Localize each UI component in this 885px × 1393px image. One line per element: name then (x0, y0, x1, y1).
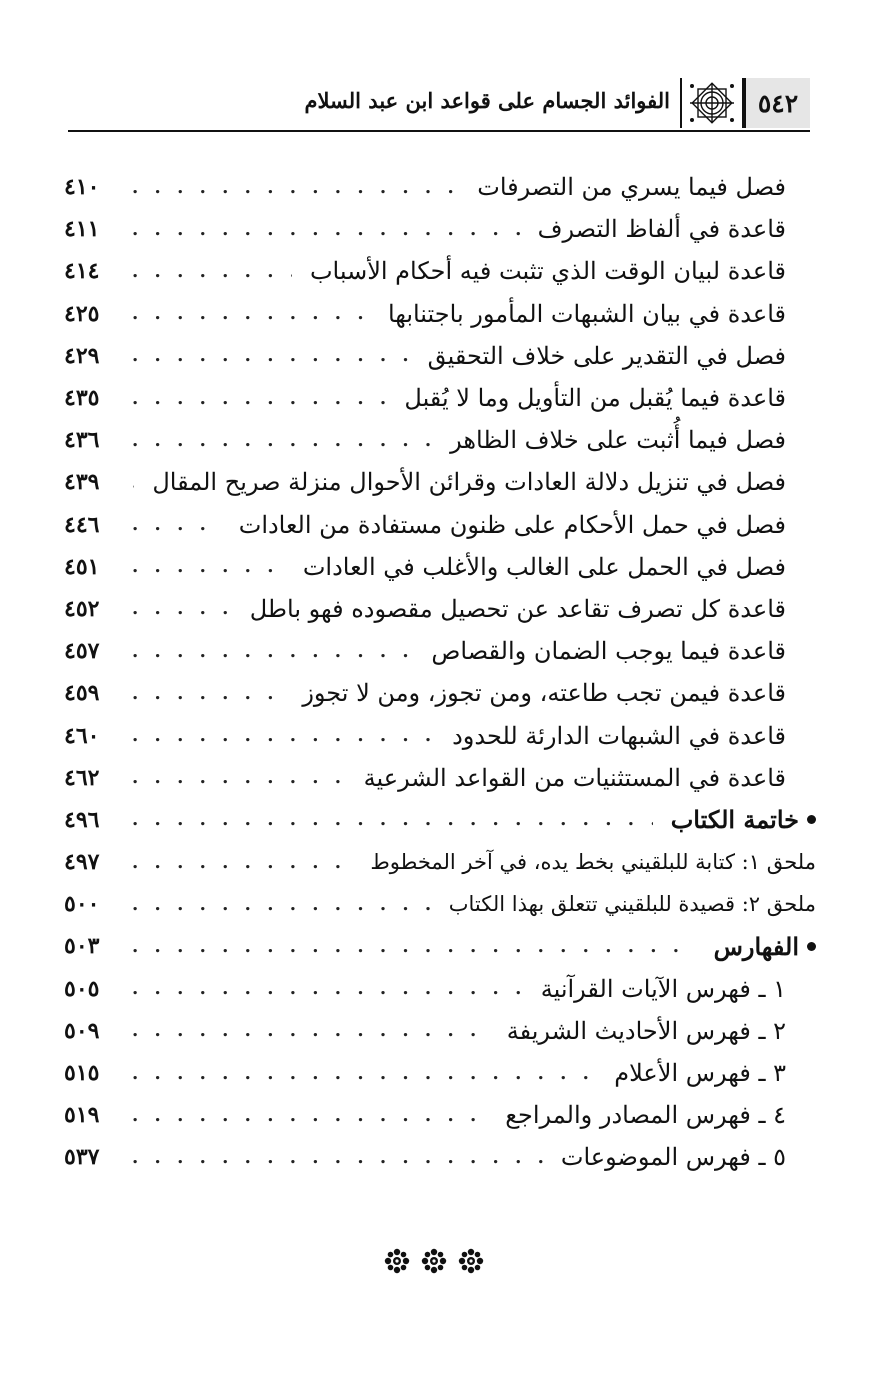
toc-entry-title (671, 805, 816, 834)
dot-leader (132, 514, 221, 535)
toc-entry-page: ٤١١ (64, 216, 100, 243)
toc-entry-page: ٤٣٩ (64, 469, 100, 496)
toc-entry-text: الفهارس (713, 931, 799, 961)
toc-entry (64, 799, 816, 841)
toc-entry-title (507, 1017, 816, 1045)
toc-entry (64, 504, 816, 546)
toc-entry-title (152, 468, 816, 496)
toc-entry-text: فصل في التقدير على خلاف التحقيق (427, 341, 786, 370)
toc-entry-title (370, 850, 816, 874)
toc-entry (64, 588, 816, 630)
dot-leader (132, 1063, 596, 1084)
dot-leader (132, 556, 285, 577)
toc-entry-title (388, 300, 816, 328)
toc-entry-text: قاعدة في الشبهات الدارئة للحدود (452, 721, 786, 750)
toc-entry-page: ٥١٩ (64, 1102, 100, 1129)
toc-entry-text: فصل فيما أُثبت على خلاف الظاهر (450, 426, 786, 455)
page-header (68, 78, 810, 132)
toc-entry-page: ٥١٥ (64, 1060, 100, 1087)
toc-entry-title (431, 637, 816, 665)
toc-entry-title (477, 173, 816, 201)
running-title: الفوائد الجسام على قواعد ابن عبد السلام (304, 88, 670, 113)
bullet-icon (807, 942, 816, 951)
toc-entry-page: ٤٩٧ (64, 849, 100, 876)
toc-entry-page: ٤٦٢ (64, 764, 100, 791)
toc-entry-text: قاعدة في بيان الشبهات المأمور باجتنابها (387, 299, 786, 328)
toc-entry-title (428, 342, 816, 370)
toc-entry-title (714, 932, 816, 961)
dot-leader (132, 1105, 487, 1126)
toc-entry (64, 208, 816, 250)
toc-entry (64, 672, 816, 714)
dot-leader (132, 809, 653, 830)
toc-entry-text: قاعدة لبيان الوقت الذي تثبت فيه أحكام الأسباب (309, 257, 786, 286)
toc-entry-text: ٥ ـ فهرس الموضوعات (560, 1143, 786, 1172)
dot-leader (132, 683, 284, 704)
page-number: ٥٤٢ (744, 78, 810, 128)
toc-entry-text: فصل فيما يسري من التصرفات (477, 173, 786, 202)
toc-entry-page: ٤٤٦ (64, 511, 100, 538)
toc-entry (64, 1052, 816, 1094)
footer-ornament (384, 1244, 484, 1278)
toc-entry-title (303, 553, 816, 581)
toc-entry-page: ٤٥٩ (64, 680, 100, 707)
toc-entry-page: ٥٠٣ (64, 933, 100, 960)
dot-leader (132, 936, 696, 957)
toc-entry-title (310, 257, 816, 285)
dot-leader (132, 641, 413, 662)
toc-entry (64, 883, 816, 925)
toc-entry (64, 546, 816, 588)
toc-entry-title (239, 511, 816, 539)
bullet-icon (807, 815, 816, 824)
toc-entry (64, 377, 816, 419)
toc-entry-title (404, 384, 816, 412)
dot-leader (132, 978, 523, 999)
toc-entry-title (541, 975, 816, 1003)
toc-entry-text: فصل في الحمل على الغالب والأغلب في العادات (302, 552, 786, 581)
toc-entry-page: ٥٠٥ (64, 975, 100, 1002)
toc-entry-text: ٢ ـ فهرس الأحاديث الشريفة (506, 1016, 786, 1045)
dot-leader (132, 1020, 489, 1041)
toc-entry (64, 461, 816, 503)
toc-entry (64, 335, 816, 377)
toc-entry-text: قاعدة كل تصرف تقاعد عن تحصيل مقصوده فهو باطل (249, 594, 786, 623)
toc-entry-text: فصل في تنزيل دلالة العادات وقرائن الأحوال منزلة صريح المقال (152, 468, 786, 497)
toc-entry-text: ملحق ٢: قصيدة للبلقيني تتعلق بهذا الكتاب (448, 892, 816, 917)
toc-entry (64, 166, 816, 208)
toc-entry-page: ٤٦٠ (64, 722, 100, 749)
toc-entry-title (449, 892, 816, 916)
dot-leader (132, 430, 432, 451)
toc-entry (64, 714, 816, 756)
dot-leader (132, 767, 346, 788)
dot-leader (132, 303, 370, 324)
toc-entry (64, 1136, 816, 1178)
toc-entry-page: ٤٥١ (64, 553, 100, 580)
toc-entry-page: ٤٥٢ (64, 595, 100, 622)
dot-leader (132, 1147, 543, 1168)
toc-entry-text: ٣ ـ فهرس الأعلام (614, 1059, 786, 1088)
toc-entry-page: ٤٥٧ (64, 638, 100, 665)
toc-entry-title (250, 595, 816, 623)
toc-entry-page: ٤٢٩ (64, 342, 100, 369)
toc-entry-text: قاعدة في المستثنيات من القواعد الشرعية (363, 763, 786, 792)
toc-entry-title (614, 1059, 816, 1087)
toc-entry-title (302, 679, 816, 707)
toc-entry-text: قاعدة فيما يوجب الضمان والقصاص (431, 637, 786, 666)
toc-entry-title (505, 1101, 816, 1129)
toc-entry-text: فصل في حمل الأحكام على ظنون مستفادة من العادات (238, 510, 786, 539)
dot-leader (132, 345, 410, 366)
toc-entry-title (561, 1143, 816, 1171)
dot-leader (132, 725, 434, 746)
dot-leader (132, 852, 352, 873)
dot-leader (132, 472, 134, 493)
toc-entry (64, 757, 816, 799)
toc-entry-title (364, 764, 816, 792)
table-of-contents (64, 166, 816, 1179)
header-ornament-icon (680, 78, 744, 128)
toc-entry-title (452, 722, 816, 750)
dot-leader (132, 219, 520, 240)
toc-entry (64, 419, 816, 461)
toc-entry-page: ٤٣٦ (64, 427, 100, 454)
dot-leader (132, 177, 459, 198)
toc-entry-text: ١ ـ فهرس الآيات القرآنية (540, 974, 786, 1003)
dot-leader (132, 388, 386, 409)
toc-entry-page: ٥٣٧ (64, 1144, 100, 1171)
toc-entry (64, 841, 816, 883)
dot-leader (132, 598, 232, 619)
toc-entry-text: ٤ ـ فهرس المصادر والمراجع (505, 1101, 786, 1130)
toc-entry-text: ملحق ١: كتابة للبلقيني بخط يده، في آخر المخطوط (370, 850, 816, 875)
toc-entry-page: ٥٠٩ (64, 1017, 100, 1044)
toc-entry-text: خاتمة الكتاب (670, 805, 799, 835)
toc-entry (64, 630, 816, 672)
toc-entry (64, 293, 816, 335)
toc-entry-text: قاعدة فيمن تجب طاعته، ومن تجوز، ومن لا تجوز (302, 679, 786, 708)
toc-entry-text: قاعدة فيما يُقبل من التأويل وما لا يُقبل (404, 384, 786, 413)
toc-entry (64, 250, 816, 292)
toc-entry (64, 968, 816, 1010)
toc-entry (64, 1094, 816, 1136)
toc-entry-page: ٤١٤ (64, 258, 100, 285)
dot-leader (132, 894, 431, 915)
dot-leader (132, 261, 292, 282)
toc-entry-page: ٤٣٥ (64, 385, 100, 412)
toc-entry-page: ٤٩٦ (64, 806, 100, 833)
header-rule (68, 130, 810, 132)
toc-entry-page: ٤١٠ (64, 174, 100, 201)
toc-entry (64, 925, 816, 967)
floral-ornament-icon (384, 1248, 410, 1274)
floral-ornament-icon (458, 1248, 484, 1274)
toc-entry-page: ٤٢٥ (64, 300, 100, 327)
toc-entry-text: قاعدة في ألفاظ التصرف (537, 215, 786, 244)
toc-entry (64, 1010, 816, 1052)
toc-entry-title (450, 426, 816, 454)
toc-entry-page: ٥٠٠ (64, 891, 100, 918)
floral-ornament-icon (421, 1248, 447, 1274)
toc-entry-title (538, 215, 816, 243)
